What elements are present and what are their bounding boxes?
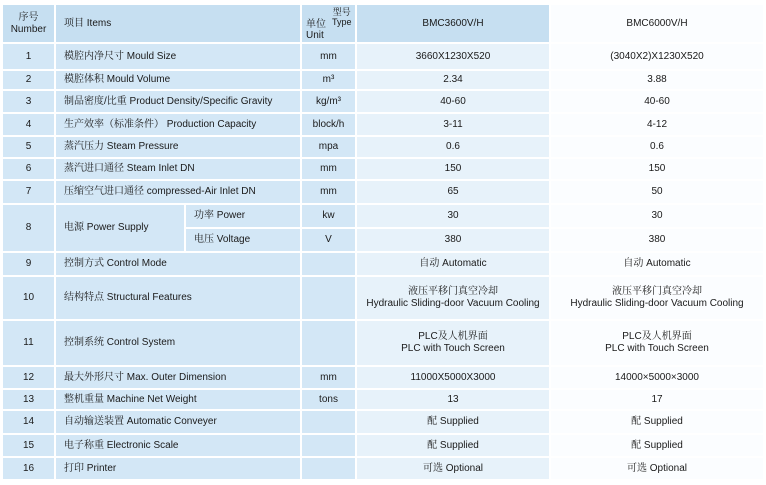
row-value-b: 380	[551, 229, 763, 251]
row-subitem: 功率 Power	[186, 205, 300, 227]
row-value-b	[551, 277, 763, 319]
row-number: 8	[3, 205, 54, 251]
header-model-a: BMC3600V/H	[357, 5, 549, 42]
row-item: 模腔内净尺寸 Mould Size	[56, 44, 300, 69]
row-value-b: 4-12	[551, 114, 763, 135]
header-model-b: BMC6000V/H	[551, 5, 763, 42]
row-number: 7	[3, 181, 54, 203]
row-value-a: 0.6	[357, 137, 549, 157]
row-number: 11	[3, 321, 54, 365]
row-unit: V	[302, 229, 355, 251]
row-item: 自动输送装置 Automatic Conveyer	[56, 411, 300, 433]
header-unit-type	[302, 5, 355, 42]
row-value-a-line-1: PLC及人机界面	[418, 331, 488, 342]
row-value-a-line-2: PLC with Touch Screen	[401, 343, 505, 354]
row-number: 5	[3, 137, 54, 157]
row-value-a: 配 Supplied	[357, 411, 549, 433]
row-value-b: 3.88	[551, 71, 763, 89]
row-value-a	[357, 277, 549, 319]
row-value-a: 3-11	[357, 114, 549, 135]
row-value-a: 30	[357, 205, 549, 227]
row-item: 电源 Power Supply	[56, 205, 184, 251]
row-number: 6	[3, 159, 54, 179]
row-number: 15	[3, 435, 54, 456]
row-unit: kg/m³	[302, 91, 355, 112]
header-number-line-1: 序号	[18, 11, 39, 23]
row-unit: mm	[302, 181, 355, 203]
row-unit	[302, 277, 355, 319]
row-value-a: 13	[357, 390, 549, 409]
header-items: 项目 Items	[56, 5, 300, 42]
header-number	[3, 5, 54, 42]
row-unit	[302, 253, 355, 275]
row-item: 打印 Printer	[56, 458, 300, 479]
row-unit: m³	[302, 71, 355, 89]
row-value-a: 可选 Optional	[357, 458, 549, 479]
row-value-b: 50	[551, 181, 763, 203]
row-item: 蒸汽进口通径 Steam Inlet DN	[56, 159, 300, 179]
row-item: 结构特点 Structural Features	[56, 277, 300, 319]
row-value-b	[551, 321, 763, 365]
row-unit: kw	[302, 205, 355, 227]
row-item: 压缩空气进口通径 compressed-Air Inlet DN	[56, 181, 300, 203]
row-value-a: 配 Supplied	[357, 435, 549, 456]
row-value-b: 配 Supplied	[551, 411, 763, 433]
row-value-a: 40-60	[357, 91, 549, 112]
row-item: 电子称重 Electronic Scale	[56, 435, 300, 456]
row-number: 4	[3, 114, 54, 135]
row-number: 12	[3, 367, 54, 388]
row-number: 10	[3, 277, 54, 319]
row-value-b-line-1: PLC及人机界面	[622, 331, 692, 342]
row-number: 16	[3, 458, 54, 479]
row-unit: block/h	[302, 114, 355, 135]
row-number: 9	[3, 253, 54, 275]
row-unit	[302, 435, 355, 456]
header-type: 型号 Type	[332, 7, 352, 27]
row-unit: mm	[302, 44, 355, 69]
row-value-b-line-1: 液压平移门真空冷却	[612, 286, 702, 297]
row-value-b: 自动 Automatic	[551, 253, 763, 275]
row-item: 蒸汽压力 Steam Pressure	[56, 137, 300, 157]
row-item: 整机重量 Machine Net Weight	[56, 390, 300, 409]
row-value-b: 可选 Optional	[551, 458, 763, 479]
row-item: 制品密度/比重 Product Density/Specific Gravity	[56, 91, 300, 112]
row-value-a-line-1: 液压平移门真空冷却	[408, 286, 498, 297]
row-subitem: 电压 Voltage	[186, 229, 300, 251]
row-value-b-line-2: Hydraulic Sliding-door Vacuum Cooling	[570, 298, 744, 309]
row-value-a: 11000X5000X3000	[357, 367, 549, 388]
row-value-a: 150	[357, 159, 549, 179]
row-item: 控制方式 Control Mode	[56, 253, 300, 275]
row-value-b: 150	[551, 159, 763, 179]
row-value-b: 14000×5000×3000	[551, 367, 763, 388]
row-number: 14	[3, 411, 54, 433]
row-value-b: 40-60	[551, 91, 763, 112]
row-value-a	[357, 321, 549, 365]
row-value-b: 30	[551, 205, 763, 227]
row-value-a: 2.34	[357, 71, 549, 89]
row-item: 最大外形尺寸 Max. Outer Dimension	[56, 367, 300, 388]
row-value-a: 自动 Automatic	[357, 253, 549, 275]
row-value-b: (3040X2)X1230X520	[551, 44, 763, 69]
row-number: 2	[3, 71, 54, 89]
row-unit: mm	[302, 159, 355, 179]
row-value-b: 0.6	[551, 137, 763, 157]
row-value-b: 17	[551, 390, 763, 409]
row-unit: tons	[302, 390, 355, 409]
row-value-a-line-2: Hydraulic Sliding-door Vacuum Cooling	[366, 298, 540, 309]
row-unit: mm	[302, 367, 355, 388]
row-value-a: 380	[357, 229, 549, 251]
row-item: 控制系统 Control System	[56, 321, 300, 365]
row-unit: mpa	[302, 137, 355, 157]
header-number-line-2: Number	[10, 23, 47, 35]
row-item: 生产效率（标准条件） Production Capacity	[56, 114, 300, 135]
header-unit: 单位 Unit	[306, 19, 326, 41]
row-value-a: 65	[357, 181, 549, 203]
row-unit	[302, 321, 355, 365]
row-number: 13	[3, 390, 54, 409]
row-number: 1	[3, 44, 54, 69]
row-unit	[302, 458, 355, 479]
row-item: 模腔体积 Mould Volume	[56, 71, 300, 89]
row-value-a: 3660X1230X520	[357, 44, 549, 69]
row-unit	[302, 411, 355, 433]
row-value-b-line-2: PLC with Touch Screen	[605, 343, 709, 354]
row-number: 3	[3, 91, 54, 112]
row-value-b: 配 Supplied	[551, 435, 763, 456]
